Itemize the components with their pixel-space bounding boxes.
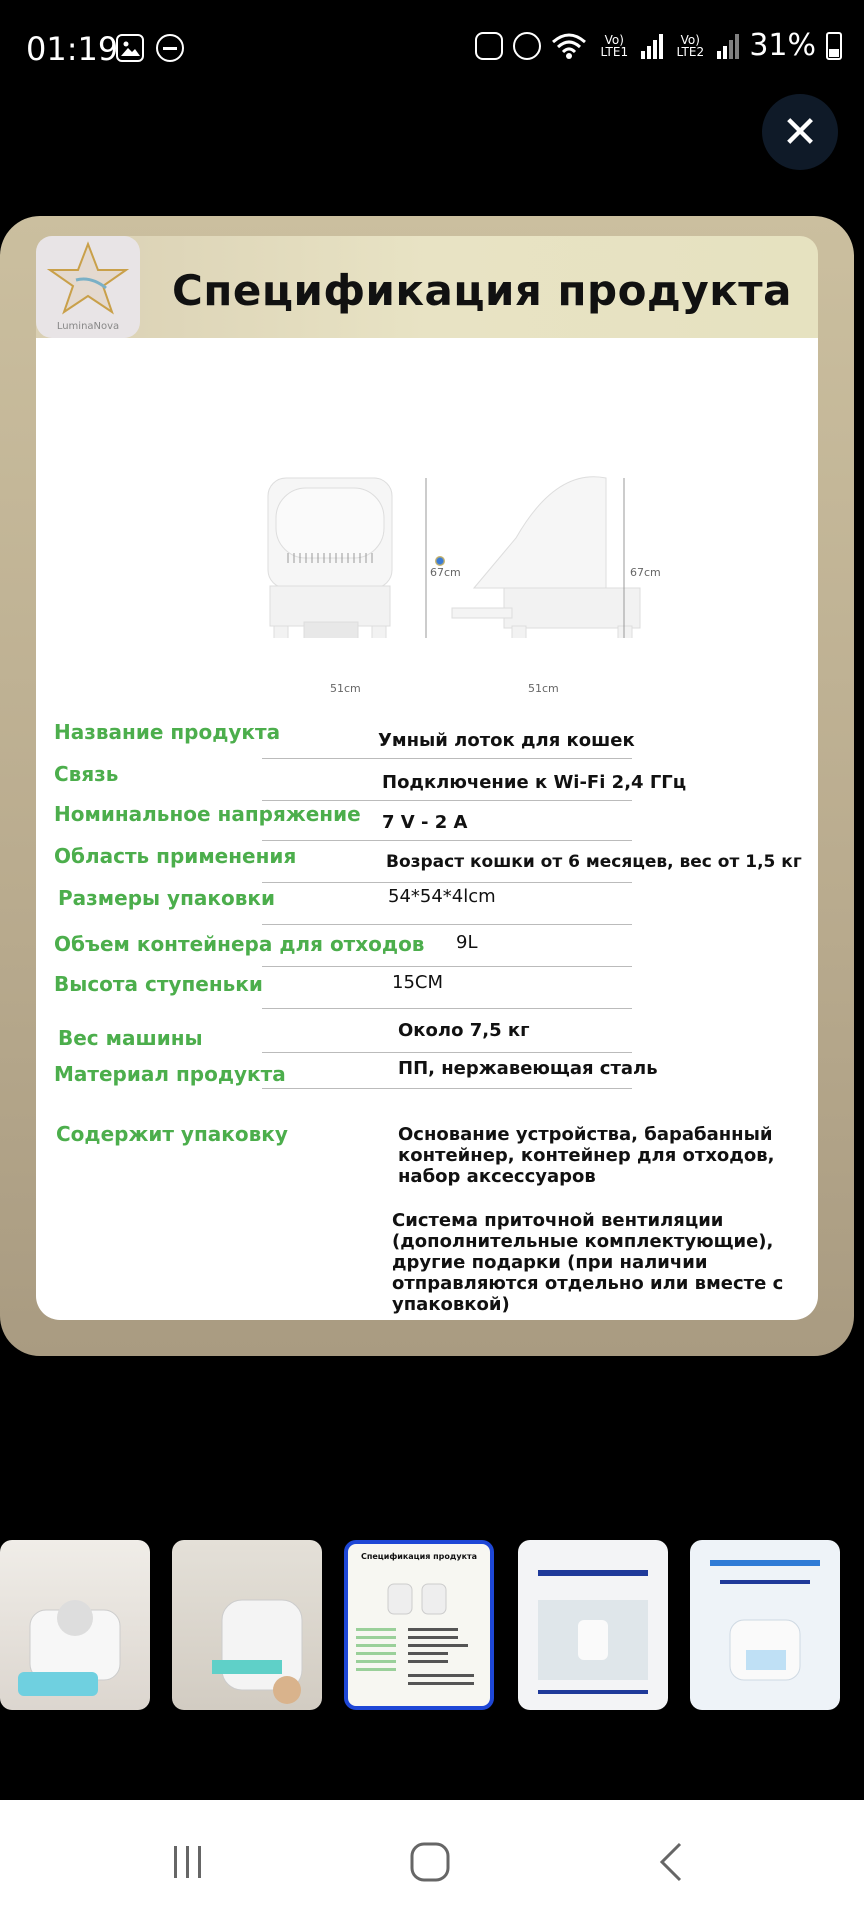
thumbnail-4[interactable]	[518, 1540, 668, 1710]
spec-label: Номинальное напряжение	[54, 802, 361, 826]
do-not-disturb-icon	[156, 34, 184, 62]
front-height-label: 67cm	[430, 566, 461, 579]
spec-label: Связь	[54, 762, 119, 786]
brand-name: LuminaNova	[56, 321, 120, 332]
spec-value: 7 V - 2 A	[382, 812, 468, 833]
product-photo-icon	[172, 1540, 322, 1710]
sim2-label: Vo) LTE2	[676, 32, 705, 59]
front-width-label: 51cm	[330, 682, 361, 695]
spec-sheet	[36, 338, 818, 1320]
status-time: 01:19	[26, 30, 119, 68]
spec-value: Возраст кошки от 6 месяцев, вес от 1,5 кг	[386, 852, 802, 872]
cat-photo-icon	[0, 1540, 150, 1710]
extra-note: Система приточной вентиляции (дополнительные комплектующие), другие подарки (при наличии отправляются отдельно или вместе с упаковкой)	[392, 1210, 784, 1315]
thumbnail-5[interactable]	[690, 1540, 840, 1710]
spec-label: Размеры упаковки	[58, 886, 275, 910]
back-icon	[652, 1842, 692, 1882]
thumbnail-strip	[0, 1540, 864, 1716]
spec-label: Название продукта	[54, 720, 281, 744]
home-button[interactable]	[400, 1842, 460, 1882]
sim1-label: Vo) LTE1	[600, 32, 629, 59]
thumbnail-2[interactable]	[172, 1540, 322, 1710]
spec-label: Область применения	[54, 844, 297, 868]
spec-sheet-thumb-icon	[348, 1544, 490, 1706]
image-icon	[116, 34, 144, 62]
spec-value: Умный лоток для кошек	[378, 730, 635, 751]
container-photo-icon	[690, 1540, 840, 1710]
product-illustration	[36, 338, 818, 638]
battery-icon	[826, 32, 842, 60]
close-icon: ✕	[781, 106, 819, 158]
spec-label: Высота ступеньки	[54, 972, 263, 996]
side-height-label: 67cm	[630, 566, 661, 579]
signal-icon-sim1	[641, 33, 663, 59]
home-icon	[408, 1840, 452, 1884]
image-title: Спецификация продукта	[172, 266, 792, 315]
spec-value: ПП, нержавеющая сталь	[398, 1058, 658, 1079]
image-header	[36, 236, 818, 354]
status-bar	[0, 0, 864, 100]
spec-value: 54*54*4lcm	[388, 886, 496, 907]
spec-value: Около 7,5 кг	[398, 1020, 530, 1041]
spec-label: Объем контейнера для отходов	[54, 932, 425, 956]
app-control-photo-icon	[518, 1540, 668, 1710]
navigation-bar	[0, 1800, 864, 1920]
thumbnail-caption: Спецификация продукта	[360, 1552, 478, 1561]
spec-label: Материал продукта	[54, 1062, 286, 1086]
alarm-icon	[513, 32, 541, 60]
recents-button[interactable]	[158, 1842, 218, 1882]
thumbnail-1[interactable]	[0, 1540, 150, 1710]
signal-icon-sim2	[717, 33, 739, 59]
wifi-icon	[551, 32, 587, 60]
spec-value: Основание устройства, барабанный контейнер, контейнер для отходов, набор аксессуаров	[398, 1124, 775, 1187]
spec-value: Подключение к Wi-Fi 2,4 ГГц	[382, 772, 687, 793]
product-image[interactable]	[0, 216, 854, 1356]
spec-label: Содержит упаковку	[56, 1122, 288, 1146]
brand-logo	[36, 236, 140, 338]
battery-percent: 31%	[749, 28, 816, 63]
spec-value: 15CM	[392, 972, 444, 993]
thumbnail-3[interactable]	[344, 1540, 494, 1710]
recents-icon	[168, 1842, 208, 1882]
star-logo-icon	[36, 236, 140, 320]
side-width-label: 51cm	[528, 682, 559, 695]
spec-label: Вес машины	[58, 1026, 203, 1050]
recycle-icon	[475, 32, 503, 60]
back-button[interactable]	[642, 1842, 702, 1882]
spec-value: 9L	[456, 932, 478, 953]
close-button[interactable]	[762, 94, 838, 170]
